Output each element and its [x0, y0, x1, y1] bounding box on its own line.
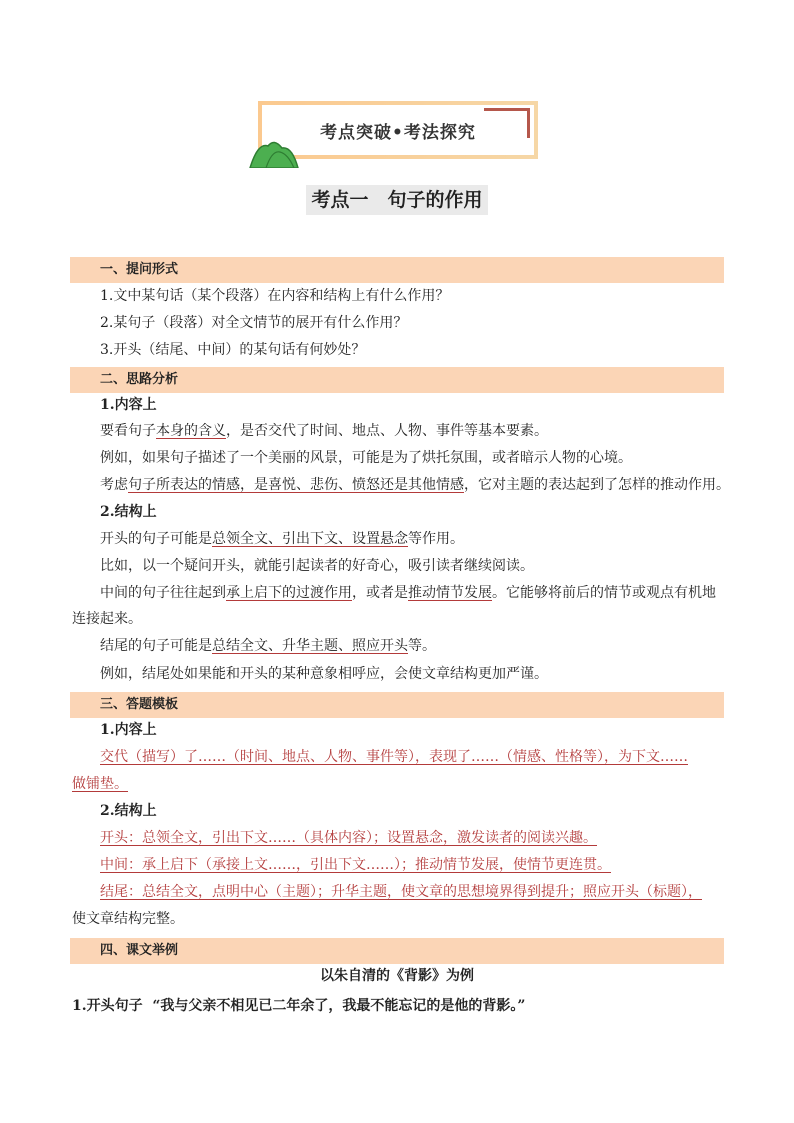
underlined-text: 推动情节发展 [408, 585, 492, 601]
text-span: ，或者是 [352, 585, 408, 601]
subheading-structure: 2.结构上 [100, 504, 157, 520]
question-2: 2.某句子（段落）对全文情节的展开有什么作用？ [100, 315, 408, 331]
question-3: 3.开头（结尾、中间）的某句话有何妙处？ [100, 342, 366, 358]
banner-accent-line [484, 108, 530, 111]
paragraph-line [100, 583, 716, 603]
subheading-structure: 2.结构上 [100, 803, 157, 819]
text-span: 中间的句子往往起到 [100, 585, 226, 601]
subheading-content: 1.内容上 [100, 722, 157, 738]
example-title: 以朱自清的《背影》为例 [320, 968, 474, 984]
text-span: 。它能够将前后的情节或观点有机地 [492, 585, 716, 601]
paragraph-line: 比如，以一个疑问开头，就能引起读者的好奇心，吸引读者继续阅读。 [100, 558, 534, 574]
template-line: 使文章结构完整。 [72, 911, 184, 927]
underlined-text: 总领全文、引出下文、设置悬念 [212, 531, 408, 547]
section-header-questions: 一、提问形式 [70, 257, 724, 283]
underlined-text: 本身的含义 [156, 423, 226, 439]
template-line: 开头：总领全文，引出下文……（具体内容）；设置悬念，激发读者的阅读兴趣。 [100, 830, 597, 846]
section-header-template: 三、答题模板 [70, 692, 724, 718]
text-span: 1.开头句子 [72, 998, 143, 1014]
template-line: 做铺垫。 [72, 776, 128, 792]
banner-title: 考点突破•考法探究 [262, 105, 534, 155]
paragraph-line [100, 421, 548, 441]
quote-text: “我与父亲不相见已二年余了，我最不能忘记的是他的背影。” [152, 998, 526, 1014]
template-line: 交代（描写）了……（时间、地点、人物、事件等），表现了……（情感、性格等），为下文…… [100, 749, 688, 765]
text-span: 等作用。 [408, 531, 464, 547]
paragraph-line [100, 529, 464, 549]
text-span: 等。 [408, 638, 436, 654]
text-span: 考虑 [100, 477, 128, 493]
point-title: 考点一 句子的作用 [306, 185, 488, 215]
subheading-content: 1.内容上 [100, 397, 157, 413]
banner-accent-line-vertical [527, 108, 530, 138]
hills-icon [248, 136, 300, 168]
section-header-example: 四、课文举例 [70, 938, 724, 964]
text-span: 要看句子 [100, 423, 156, 439]
paragraph-line: 例如，如果句子描述了一个美丽的风景，可能是为了烘托氛围，或者暗示人物的心境。 [100, 450, 632, 466]
text-span: 结尾的句子可能是 [100, 638, 212, 654]
text-span: ，是否交代了时间、地点、人物、事件等基本要素。 [226, 423, 548, 439]
example-line [72, 996, 525, 1016]
template-line: 结尾：总结全文，点明中心（主题）；升华主题，使文章的思想境界得到提升；照应开头（标题）， [100, 884, 702, 900]
text-span: ，它对主题的表达起到了怎样的推动作用。 [464, 477, 730, 493]
section-header-analysis: 二、思路分析 [70, 367, 724, 393]
question-1: 1.文中某句话（某个段落）在内容和结构上有什么作用？ [100, 288, 450, 304]
underlined-text: 总结全文、升华主题、照应开头 [212, 638, 408, 654]
underlined-text: 承上启下的过渡作用 [226, 585, 352, 601]
text-span: 开头的句子可能是 [100, 531, 212, 547]
paragraph-line [100, 475, 730, 495]
paragraph-line: 连接起来。 [72, 611, 142, 627]
template-line: 中间：承上启下（承接上文……，引出下文……）；推动情节发展，使情节更连贯。 [100, 857, 611, 873]
paragraph-line: 例如，结尾处如果能和开头的某种意象相呼应，会使文章结构更加严谨。 [100, 666, 548, 682]
paragraph-line [100, 636, 436, 656]
underlined-text: 句子所表达的情感，是喜悦、悲伤、愤怒还是其他情感 [128, 477, 464, 493]
